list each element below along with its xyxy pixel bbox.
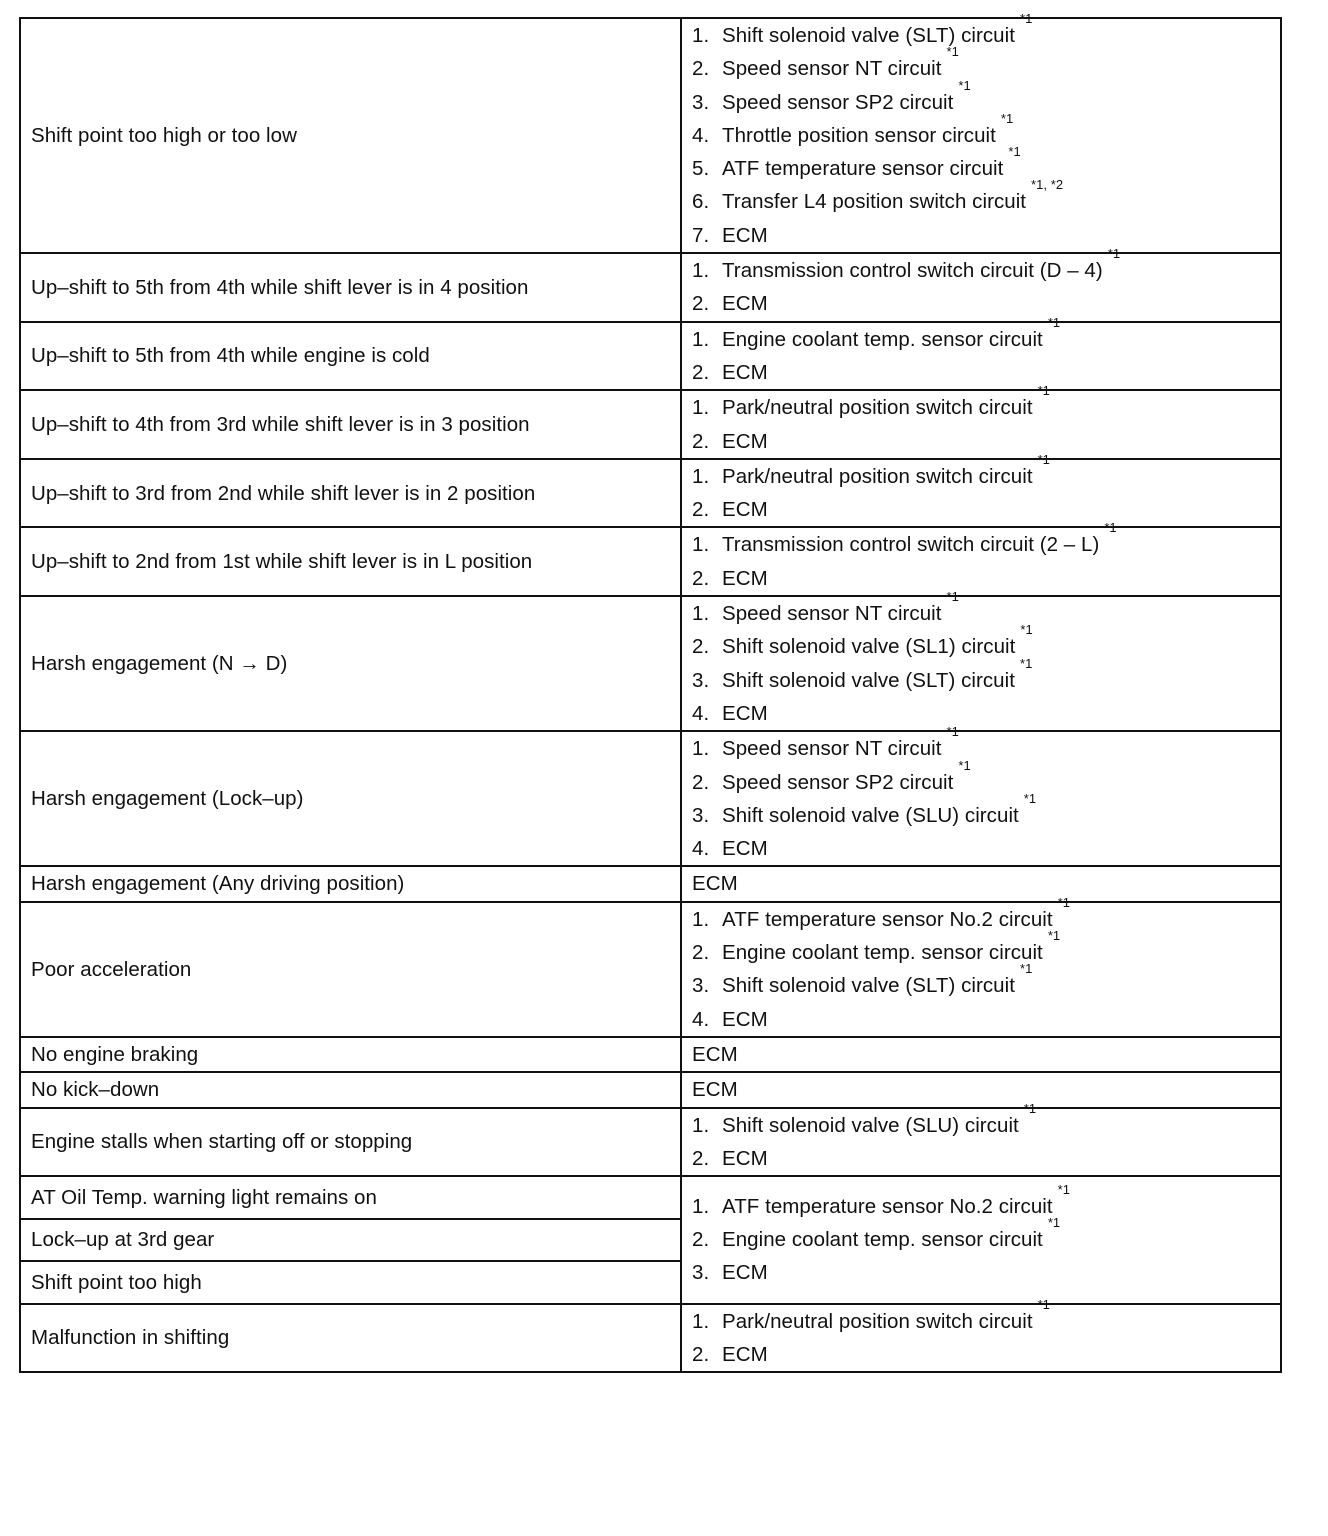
- footnote-marker: *1: [1047, 314, 1061, 330]
- footnote-marker: *1: [946, 589, 959, 605]
- cause-list: [692, 894, 1270, 1036]
- cause-item: [692, 697, 1270, 730]
- cause-cell: [681, 589, 1281, 731]
- cause-list: [692, 520, 1270, 595]
- cause-text: ECM: [722, 1146, 768, 1170]
- table-row: [20, 1108, 1281, 1177]
- cause-text: ECM: [722, 223, 768, 247]
- cause-number: 2.: [692, 57, 710, 81]
- cause-item: [692, 832, 1270, 865]
- cause-item: [692, 757, 1270, 799]
- cause-item: [692, 928, 1270, 969]
- symptom-cell: Harsh engagement (Lock–up): [20, 731, 681, 866]
- cause-item: [692, 894, 1270, 936]
- footnote-marker: *1: [946, 44, 959, 60]
- cause-number: 2.: [692, 941, 710, 965]
- table-row: [20, 866, 1281, 901]
- cause-text: ECM: [722, 1007, 768, 1031]
- cause-item: [692, 589, 1270, 630]
- symptom-cell: Harsh engagement (Any driving position): [20, 866, 681, 901]
- cause-number: 3.: [692, 90, 710, 114]
- cause-text: ECM: [722, 429, 768, 453]
- cause-item: [692, 961, 1270, 1002]
- symptom-cell: Up–shift to 4th from 3rd while shift lever is in 3 position: [20, 390, 681, 459]
- cause-text: Park/neutral position switch circuit: [722, 1309, 1033, 1333]
- symptom-cause-table: [19, 11, 1282, 1373]
- cause-number: 7.: [692, 223, 710, 247]
- cause-item: [692, 724, 1270, 765]
- footnote-marker: *1: [1019, 961, 1033, 977]
- cause-number: 2.: [692, 1228, 710, 1252]
- table-row: [20, 1176, 1281, 1219]
- cause-item: [692, 356, 1270, 389]
- cause-number: 1.: [692, 1113, 710, 1137]
- cause-text: Shift solenoid valve (SLU) circuit: [722, 1113, 1019, 1137]
- cause-text: Transfer L4 position switch circuit: [722, 190, 1027, 214]
- cause-number: 2.: [692, 770, 710, 794]
- cause-cell: [681, 894, 1281, 1037]
- cause-item: [692, 144, 1270, 185]
- cause-number: 2.: [692, 1342, 710, 1366]
- footnote-marker: *1: [1019, 11, 1033, 26]
- cause-item: [692, 44, 1270, 85]
- cause-item: [692, 314, 1270, 356]
- cause-number: 1.: [692, 1194, 710, 1218]
- cause-item: [692, 1256, 1270, 1289]
- cause-item: [692, 219, 1270, 252]
- cause-text: Shift solenoid valve (SL1) circuit: [722, 635, 1016, 659]
- table-row: [20, 731, 1281, 866]
- table-row: [20, 390, 1281, 459]
- table-body: [20, 11, 1281, 1372]
- cause-number: 4.: [692, 837, 710, 861]
- cause-item: [692, 1338, 1270, 1371]
- symptom-cell: Shift point too high: [20, 1261, 681, 1304]
- cause-text: Transmission control switch circuit (D – 4): [722, 259, 1103, 283]
- footnote-marker: *1: [1000, 110, 1014, 126]
- cause-number: 5.: [692, 157, 710, 181]
- cause-list: [692, 383, 1270, 458]
- cause-text: Shift solenoid valve (SLT) circuit: [722, 974, 1015, 998]
- cause-text: ECM: [722, 360, 768, 384]
- footnote-marker: *1: [958, 757, 971, 773]
- cause-text: Speed sensor SP2 circuit: [722, 90, 954, 114]
- cause-list: [692, 246, 1270, 321]
- table-row: [20, 322, 1281, 391]
- cause-text: Speed sensor NT circuit: [722, 602, 942, 626]
- cause-number: 2.: [692, 566, 710, 590]
- cause-number: 1.: [692, 737, 710, 761]
- cause-item: [692, 110, 1270, 152]
- cause-text: Shift solenoid valve (SLU) circuit: [722, 803, 1019, 827]
- cause-number: 3.: [692, 1261, 710, 1285]
- symptom-cell: Up–shift to 3rd from 2nd while shift lever is in 2 position: [20, 459, 681, 528]
- cause-text: Throttle position sensor circuit: [722, 123, 996, 147]
- cause-text: Shift solenoid valve (SLT) circuit: [722, 24, 1015, 47]
- cause-list: [692, 724, 1270, 865]
- footnote-marker: *1: [1037, 1296, 1050, 1312]
- cause-cell: [681, 383, 1281, 459]
- symptom-cell: No kick–down: [20, 1072, 681, 1107]
- cause-text: ATF temperature sensor No.2 circuit: [722, 1194, 1053, 1218]
- footnote-marker: *1: [1019, 655, 1033, 671]
- footnote-marker: *1: [1037, 451, 1050, 467]
- cause-item: [692, 790, 1270, 832]
- cause-list: [692, 314, 1270, 390]
- cause-text: ECM: [722, 837, 768, 861]
- cause-cell: ECM: [681, 866, 1281, 901]
- cause-item: [692, 1142, 1270, 1175]
- cause-item: [692, 1100, 1270, 1142]
- cause-cell: ECM: [681, 1072, 1281, 1107]
- cause-text: Speed sensor NT circuit: [722, 737, 942, 761]
- cause-text: Speed sensor NT circuit: [722, 57, 942, 81]
- cause-text: ECM: [722, 292, 768, 316]
- symptom-cell: Up–shift to 5th from 4th while shift lever is in 4 position: [20, 253, 681, 322]
- cause-number: 3.: [692, 974, 710, 998]
- cause-number: 1.: [692, 907, 710, 931]
- footnote-marker: *1: [1047, 928, 1061, 944]
- cause-number: 3.: [692, 668, 710, 692]
- table-row: [20, 18, 1281, 253]
- cause-number: 3.: [692, 803, 710, 827]
- cause-number: 1.: [692, 327, 710, 351]
- cause-text: ECM: [722, 1342, 768, 1366]
- cause-item: [692, 1296, 1270, 1338]
- symptom-cell: AT Oil Temp. warning light remains on: [20, 1176, 681, 1219]
- cause-text: Engine coolant temp. sensor circuit: [722, 1228, 1043, 1252]
- cause-item: [692, 1215, 1270, 1256]
- cause-item: [692, 493, 1270, 526]
- cause-number: 2.: [692, 635, 710, 659]
- cause-text: ATF temperature sensor circuit: [722, 157, 1004, 181]
- cause-number: 4.: [692, 1007, 710, 1031]
- table-row: [20, 459, 1281, 528]
- cause-number: 4.: [692, 701, 710, 725]
- cause-list: [692, 1100, 1270, 1176]
- cause-item: [692, 246, 1270, 287]
- cause-cell: [681, 314, 1281, 391]
- cause-cell: [681, 11, 1281, 253]
- table-row: [20, 596, 1281, 731]
- cause-text: Park/neutral position switch circuit: [722, 396, 1033, 420]
- cause-number: 2.: [692, 292, 710, 316]
- cause-item: [692, 177, 1270, 218]
- footnote-marker: *1: [1057, 1181, 1071, 1197]
- cause-item: [692, 1003, 1270, 1036]
- table-row: [20, 527, 1281, 596]
- cause-cell: [681, 1176, 1281, 1304]
- footnote-marker: *1: [1107, 246, 1121, 262]
- cause-text: Transmission control switch circuit (2 – L): [722, 533, 1100, 557]
- cause-text: ECM: [722, 566, 768, 590]
- cause-number: 2.: [692, 429, 710, 453]
- cause-number: 1.: [692, 602, 710, 626]
- cause-cell: ECM: [681, 1037, 1281, 1072]
- cause-item: [692, 425, 1270, 458]
- cause-item: [692, 520, 1270, 561]
- cause-number: 4.: [692, 123, 710, 147]
- cause-item: [692, 622, 1270, 663]
- symptom-cell: No engine braking: [20, 1037, 681, 1072]
- cause-number: 2.: [692, 1146, 710, 1170]
- table-row: [20, 253, 1281, 322]
- cause-number: 1.: [692, 533, 710, 557]
- cause-cell: [681, 1100, 1281, 1177]
- cause-list: [692, 451, 1270, 527]
- footnote-marker: *1: [958, 77, 971, 93]
- cause-item: [692, 562, 1270, 595]
- footnote-marker: *1: [1020, 622, 1033, 638]
- cause-text: Engine coolant temp. sensor circuit: [722, 327, 1043, 351]
- footnote-marker: *1: [1023, 790, 1037, 806]
- cause-text: ECM: [722, 498, 768, 522]
- cause-cell: [681, 451, 1281, 528]
- cause-list: [692, 11, 1270, 252]
- cause-list: [692, 589, 1270, 730]
- cause-number: 1.: [692, 1309, 710, 1333]
- cause-item: [692, 77, 1270, 119]
- cause-number: 1.: [692, 24, 710, 47]
- cause-item: [692, 1181, 1270, 1223]
- cause-cell: [681, 724, 1281, 866]
- cause-text: ECM: [722, 701, 768, 725]
- cause-number: 6.: [692, 190, 710, 214]
- cause-text: Park/neutral position switch circuit: [722, 464, 1033, 488]
- symptom-cell: Up–shift to 2nd from 1st while shift lever is in L position: [20, 527, 681, 596]
- cause-item: [692, 11, 1270, 52]
- footnote-marker: *1, *2: [1031, 177, 1064, 193]
- symptom-cell: Poor acceleration: [20, 902, 681, 1037]
- table-row: [20, 1037, 1281, 1072]
- footnote-marker: *1: [1037, 383, 1050, 399]
- cause-number: 1.: [692, 464, 710, 488]
- table-row: [20, 1072, 1281, 1107]
- cause-cell: [681, 246, 1281, 322]
- symptom-cell: Shift point too high or too low: [20, 18, 681, 253]
- footnote-marker: *1: [1008, 144, 1021, 160]
- symptom-cell: Harsh engagement (N → D): [20, 596, 681, 731]
- cause-cell: [681, 520, 1281, 596]
- cause-text: Engine coolant temp. sensor circuit: [722, 941, 1043, 965]
- cause-text: Speed sensor SP2 circuit: [722, 770, 954, 794]
- table-row: [20, 1304, 1281, 1373]
- symptom-cell: Malfunction in shifting: [20, 1304, 681, 1373]
- cause-item: [692, 287, 1270, 320]
- symptom-cell: Engine stalls when starting off or stopping: [20, 1108, 681, 1177]
- cause-item: [692, 383, 1270, 424]
- cause-number: 1.: [692, 259, 710, 283]
- footnote-marker: *1: [1047, 1215, 1061, 1231]
- cause-text: Shift solenoid valve (SLT) circuit: [722, 668, 1015, 692]
- cause-list: [692, 1296, 1270, 1372]
- footnote-marker: *1: [1104, 520, 1117, 536]
- symptom-cell: Lock–up at 3rd gear: [20, 1219, 681, 1262]
- table-row: [20, 902, 1281, 1037]
- cause-number: 2.: [692, 360, 710, 384]
- cause-cell: [681, 1296, 1281, 1373]
- cause-number: 1.: [692, 396, 710, 420]
- cause-list: [692, 1181, 1270, 1290]
- cause-item: [692, 451, 1270, 493]
- cause-number: 2.: [692, 498, 710, 522]
- footnote-marker: *1: [1057, 894, 1071, 910]
- cause-text: ATF temperature sensor No.2 circuit: [722, 907, 1053, 931]
- symptom-cell: Up–shift to 5th from 4th while engine is cold: [20, 322, 681, 391]
- footnote-marker: *1: [946, 724, 959, 740]
- cause-text: ECM: [722, 1261, 768, 1285]
- footnote-marker: *1: [1023, 1100, 1037, 1116]
- cause-item: [692, 655, 1270, 697]
